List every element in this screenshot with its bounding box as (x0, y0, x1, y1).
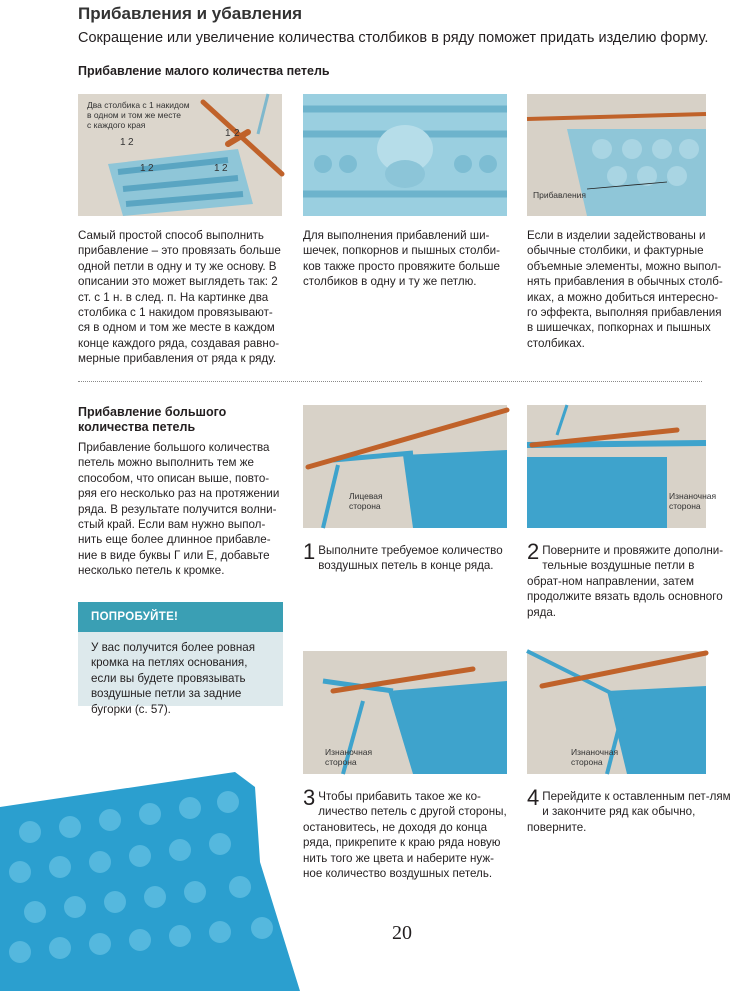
page-number: 20 (392, 922, 412, 944)
step4-side-label: Изнаночная сторона (571, 747, 619, 767)
text-small-3: Если в изделии задействованы и обычные столбики, и фактурные объемные элементы, можно выпол-нять прибавления в обычных столб-иках, а можно добиться интересно-го эффекта, выполняя прибавления в шишечках, попкорнах и пышных столбиках. (527, 229, 723, 350)
photo1-mark: 1 (214, 163, 220, 174)
tip-text: У вас получится более ровная кромка на петлях основания, если вы будете провязывать воздушные петли за задние бугорки (с. 57). (91, 641, 256, 716)
text-small-2: Для выполнения прибавлений ши-шечек, попкорнов и пышных столби-ков также просто провяжите больше столбиков в одну и ту же петлю. (303, 229, 500, 289)
photo-step-1 (303, 405, 507, 528)
text-large: Прибавление большого количества петель можно выполнить тем же способом, что описан выше, повто-ряя его несколько раз на протяжении ряда. В результате получится волни-стый край. Если вам нужно выпол-нить еще более длинное прибавле-ние в виде буквы Г или Е, добавьте несколько петель к кромке. (78, 441, 280, 578)
photo-step-4 (527, 651, 706, 774)
section-heading-large: Прибавление большого количества петель (78, 405, 227, 434)
tip-heading: ПОПРОБУЙТЕ! (78, 602, 283, 632)
photo-step-2 (527, 405, 717, 528)
photo1-mark: 2 (222, 163, 228, 174)
photo1-caption: Два столбика с 1 накидом в одном и том же месте с каждого края (87, 100, 190, 130)
section-divider (78, 381, 702, 382)
step-3-text (303, 785, 508, 881)
photo1-mark: 1 (225, 128, 231, 139)
page-subtitle: Сокращение или увеличение количества столбиков в ряду поможет придать изделию форму. (78, 30, 709, 46)
text-small-1: Самый простой способ выполнить прибавление – это провязать больше одной петли в одну и ту же основу. В описании это может выглядеть так: 2 ст. с 1 н. в след. п. На картинке два столбика с 1 накидом провязывают-ся в одном и том же месте в каждом конце каждого ряда, создавая равно-мерные прибавления от ряда к ряду. (78, 229, 281, 366)
photo1-mark: 2 (128, 137, 134, 148)
tip-box (78, 602, 283, 716)
photo-small-increase-3 (527, 94, 706, 216)
step-1-text (303, 539, 508, 574)
photo1-mark: 1 (120, 137, 126, 148)
step2-side-label: Изнаночная сторона (669, 491, 717, 511)
step3-side-label: Изнаночная сторона (325, 747, 373, 767)
photo-small-increase-2 (303, 94, 507, 216)
photo1-mark: 2 (234, 128, 240, 139)
step-1-caption: Выполните требуемое количество воздушных петель в конце ряда. (318, 544, 503, 573)
photo-finished-swatch (0, 752, 300, 991)
section-heading-small: Прибавление малого количества петель (78, 64, 330, 78)
step-3-caption: Чтобы прибавить такое же ко-личество петель с другой стороны, остановитесь, не доходя до конца ряда, прикрепите к краю ряда новую нить того же цвета и наберите нуж-ное количество воздушных петель. (303, 790, 507, 881)
photo-small-increase-1 (78, 94, 282, 216)
step-2-text (527, 539, 732, 620)
photo1-mark: 2 (148, 163, 154, 174)
step-4-caption: Перейдите к оставленным пет-лям и закончите ряд как обычно, поверните. (527, 790, 731, 834)
step-3-number: 3 (303, 785, 316, 810)
step-4-number: 4 (527, 785, 540, 810)
step-1-number: 1 (303, 539, 316, 564)
step1-side-label: Лицевая сторона (349, 491, 383, 511)
step-2-caption: Поверните и провяжите дополни-тельные воздушные петли в обрат-ном направлении, затем продолжите вязать вдоль основного ряда. (527, 544, 724, 619)
step-4-text (527, 785, 732, 835)
page-title: Прибавления и убавления (78, 4, 303, 23)
photo-step-3 (303, 651, 507, 774)
photo3-caption: Прибавления (533, 190, 587, 200)
step-2-number: 2 (527, 539, 540, 564)
photo1-mark: 1 (140, 163, 146, 174)
